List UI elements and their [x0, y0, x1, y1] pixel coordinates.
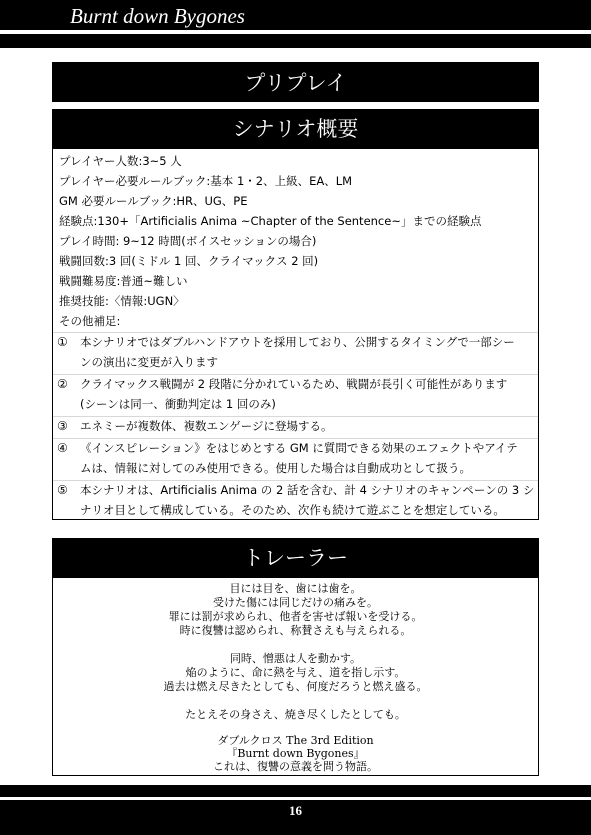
trailer-line: たとえその身さえ、焼き尽くしたとしても。	[185, 708, 406, 721]
document-title: Burnt down Bygones	[70, 4, 245, 28]
item-number: ②	[57, 377, 68, 391]
item-text: エネミーが複数体、複数エンゲージに登場する。	[80, 419, 333, 433]
trailer-line: 過去は燃え尽きたとしても、何度だろうと燃え盛る。	[163, 680, 428, 693]
item-text: (シーンは同一、衝動判定は 1 回のみ)	[80, 397, 276, 411]
overview-box	[52, 149, 539, 520]
trailer-line: 焔のように、命に熱を与え、道を指し示す。	[185, 666, 406, 679]
trailer-line: ダブルクロス The 3rd Edition	[217, 734, 374, 747]
item-number: ①	[57, 335, 68, 349]
footer-rule	[0, 785, 591, 797]
trailer-line: 目には目を、歯には歯を。	[229, 582, 362, 595]
item-text: クライマックス戦闘が 2 段階に分かれているため、戦闘が長引く可能性があります	[80, 377, 508, 391]
overview-line: 戦闘回数:3 回(ミドル 1 回、クライマックス 2 回)	[59, 254, 319, 268]
item-text: ンの演出に変更が入ります	[80, 355, 218, 369]
overview-line: プレイ時間: 9~12 時間(ボイスセッションの場合)	[59, 234, 317, 248]
overview-line: プレイヤー必要ルールブック:基本 1・2、上級、EA、LM	[59, 174, 353, 188]
overview-line: プレイヤー人数:3~5 人	[59, 154, 182, 168]
overview-line: 推奨技能:〈情報:UGN〉	[59, 294, 185, 308]
trailer-heading: トレーラー	[52, 538, 539, 578]
trailer-line: 同時、憎悪は人を動かす。	[229, 652, 362, 665]
item-text: ムは、情報に対してのみ使用できる。使用した場合は自動成功として扱う。	[80, 461, 471, 475]
overview-line: 経験点:130+「Artificialis Anima ~Chapter of the Sentence~」までの経験点	[59, 214, 482, 228]
trailer-line	[53, 638, 538, 652]
trailer-line: 罪には罰が求められ、他者を害せば報いを受ける。	[168, 610, 423, 623]
trailer-line: 時に復讐は認められ、称賛さえも与えられる。	[179, 624, 412, 637]
item-number: ③	[57, 419, 68, 433]
item-number: ④	[57, 441, 68, 455]
page-number: 16	[289, 803, 302, 818]
header-bar	[0, 0, 591, 30]
item-text: 本シナリオは、Artificialis Anima の 2 話を含む、計 4 シナリオのキャンペーンの 3 シ	[80, 483, 535, 497]
trailer-line: これは、復讐の意義を問う物語。	[213, 760, 378, 773]
overview-line: その他補足:	[59, 314, 121, 328]
item-text: ナリオ目として構成している。そのため、次作も続けて遊ぶことを想定している。	[80, 503, 505, 517]
overview-line: GM 必要ルールブック:HR、UG、PE	[59, 194, 248, 208]
trailer-box	[52, 578, 539, 776]
overview-heading: シナリオ概要	[52, 109, 539, 149]
preplay-heading: プリプレイ	[52, 62, 539, 102]
header-rule	[0, 34, 591, 48]
trailer-line: 『Burnt down Bygones』	[226, 747, 365, 760]
trailer-line: 受けた傷には同じだけの痛みを。	[213, 596, 378, 609]
item-number: ⑤	[57, 483, 68, 497]
item-text: 《インスピレーション》をはじめとする GM に質問できる効果のエフェクトやアイテ	[80, 441, 518, 455]
item-text: 本シナリオではダブルハンドアウトを採用しており、公開するタイミングで一部シー	[80, 335, 515, 349]
trailer-line	[53, 694, 538, 708]
overview-line: 戦闘難易度:普通~難しい	[59, 274, 188, 288]
